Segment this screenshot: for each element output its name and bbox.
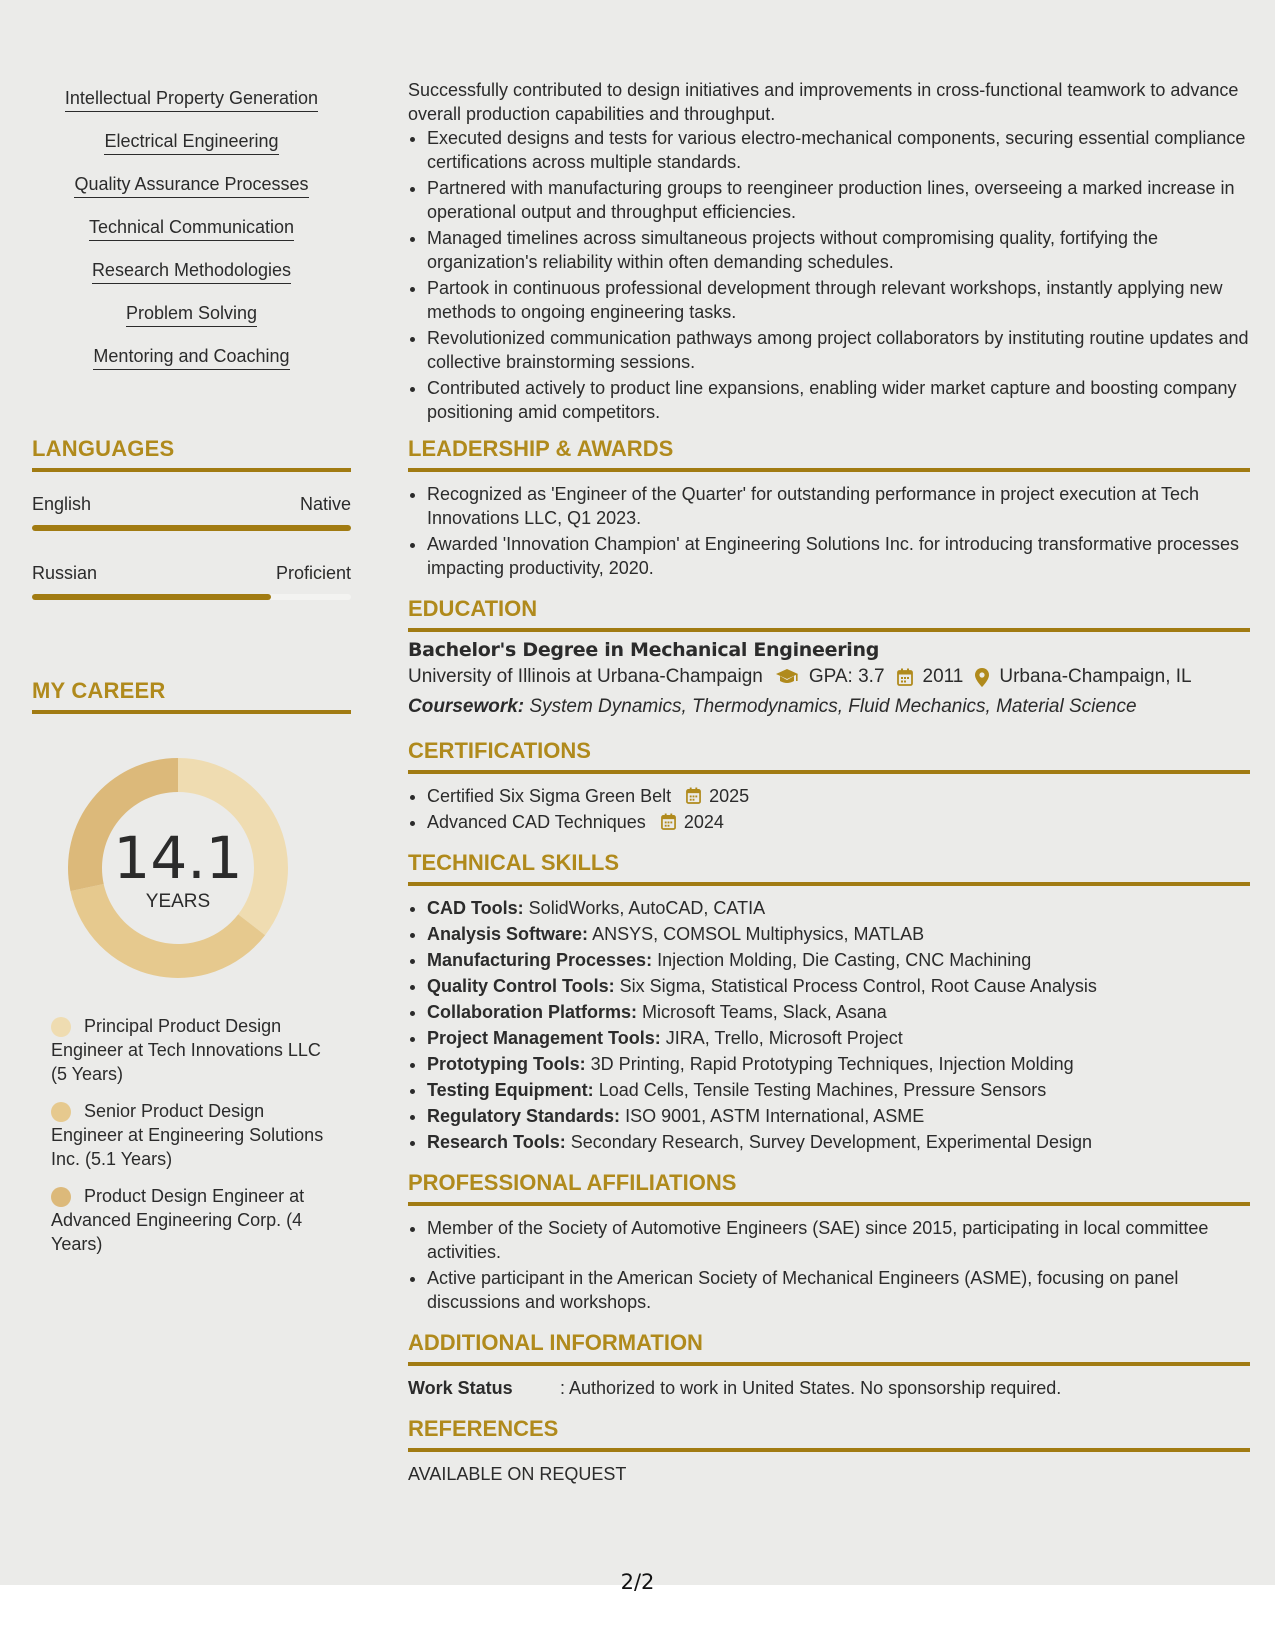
heading-rule [408,1448,1250,1452]
certifications-list [408,784,1250,834]
certification-year: 2024 [683,812,724,832]
technical-skills-list [408,896,1250,1154]
certification-name: Advanced CAD Techniques [427,812,646,832]
legend-swatch [51,1017,71,1037]
list-item: • Executed designs and tests for various electro-mechanical components, securing essential compliance certifications across multiple standards. [427,126,1250,174]
list-item [427,1052,1250,1076]
calendar-icon [661,813,676,830]
heading-rule [32,710,351,714]
references-text: AVAILABLE ON REQUEST [408,1464,627,1484]
skill-category: Research Tools: [427,1132,566,1152]
list-item [427,948,1250,972]
list-item: • Member of the Society of Automotive Engineers (SAE) since 2015, participating in local committee activities. [427,1216,1250,1264]
list-item: • Partook in continuous professional development through relevant workshops, instantly applying new methods to ongoing engineering tasks. [427,276,1250,324]
list-item [427,896,1250,920]
skill-item: Electrical Engineering [32,131,351,155]
skill-values: ANSYS, COMSOL Multiphysics, MATLAB [592,924,925,944]
affiliations-heading: PROFESSIONAL AFFILIATIONS [408,1170,737,1195]
skill-category: Collaboration Platforms: [427,1002,638,1022]
languages-heading: LANGUAGES [32,436,175,461]
certification-name: Certified Six Sigma Green Belt [427,786,672,806]
legend-swatch [51,1102,71,1122]
language-row [32,494,351,515]
work-status-label: Work Status [408,1378,513,1398]
list-item: • Partnered with manufacturing groups to reengineer production lines, overseeing a marked increase in operational output and throughput efficiencies. [427,176,1250,224]
language-level: Native [299,494,351,514]
list-item [427,1026,1250,1050]
languages-section [32,436,351,600]
language-bar-fill [32,594,271,600]
list-item [427,1104,1250,1128]
list-item [427,922,1250,946]
list-item: • Contributed actively to product line expansions, enabling wider market capture and boosting company positioning amid competitors. [427,376,1250,424]
skill-category: Project Management Tools: [427,1028,661,1048]
experience-bullets [408,126,1250,424]
language-bar [32,525,351,531]
skill-values: Microsoft Teams, Slack, Asana [642,1002,887,1022]
skill-category: Quality Control Tools: [427,976,615,996]
skill-values: ISO 9001, ASTM International, ASME [625,1106,925,1126]
skill-values: Secondary Research, Survey Development, Experimental Design [570,1132,1092,1152]
legend-swatch [51,1187,71,1207]
list-item: • Revolutionized communication pathways among project collaborators by instituting routine updates and collective brainstorming sessions. [427,326,1250,374]
heading-rule [408,882,1250,886]
list-item: • Active participant in the American Society of Mechanical Engineers (ASME), focusing on panel discussions and workshops. [427,1266,1250,1314]
list-item [427,1000,1250,1024]
skill-values: 3D Printing, Rapid Prototyping Techniques, Injection Molding [590,1054,1074,1074]
list-item: • Awarded 'Innovation Champion' at Engineering Solutions Inc. for introducing transformative processes impacting productivity, 2020. [427,532,1250,580]
coursework-label: Coursework: [408,696,525,717]
education-details [408,662,1250,692]
heading-rule [408,628,1250,632]
certification-year: 2025 [709,786,750,806]
career-legend-item [51,1099,331,1171]
skill-category: Testing Equipment: [427,1080,594,1100]
graduation-cap-icon [775,668,799,686]
school-location: Urbana-Champaign, IL [999,666,1192,687]
certifications-heading: CERTIFICATIONS [408,738,591,763]
skill-item: Problem Solving [32,303,351,327]
work-status-value: : Authorized to work in United States. No sponsorship required. [560,1378,1062,1398]
list-item [427,810,1250,834]
skill-category: Manufacturing Processes: [427,950,653,970]
skill-category: Prototyping Tools: [427,1054,586,1074]
language-name: English [32,494,92,514]
list-item [427,1078,1250,1102]
list-item: • Recognized as 'Engineer of the Quarter' for outstanding performance in project execution at Tech Innovations LLC, Q1 2023. [427,482,1250,530]
calendar-icon [897,668,913,686]
legend-label: Product Design Engineer at Advanced Engineering Corp. (4 Years) [51,1186,305,1254]
language-level: Proficient [275,563,351,583]
language-row [32,563,351,584]
skill-item: Research Methodologies [32,260,351,284]
gpa: GPA: 3.7 [808,666,885,687]
skills-list [32,88,351,389]
skill-values: Six Sigma, Statistical Process Control, Root Cause Analysis [619,976,1097,996]
list-item: • Managed timelines across simultaneous projects without compromising quality, fortifying the organization's reliability within often demanding schedules. [427,226,1250,274]
school-name: University of Illinois at Urbana-Champaign [408,666,763,687]
legend-label: Principal Product Design Engineer at Tech Innovations LLC (5 Years) [51,1016,321,1084]
experience-intro: Successfully contributed to design initiatives and improvements in cross-functional teamwork to advance overall production capabilities and throughput. [408,80,1239,124]
affiliations-list [408,1216,1250,1314]
skill-item: Intellectual Property Generation [32,88,351,112]
leadership-bullets [408,482,1250,580]
graduation-year: 2011 [922,666,964,687]
skill-values: JIRA, Trello, Microsoft Project [665,1028,903,1048]
references-heading: REFERENCES [408,1416,559,1441]
language-bar [32,594,351,600]
technical-skills-heading: TECHNICAL SKILLS [408,850,620,875]
coursework-list: System Dynamics, Thermodynamics, Fluid Mechanics, Material Science [529,696,1137,717]
heading-rule [408,1202,1250,1206]
list-item [427,974,1250,998]
career-heading: MY CAREER [32,678,166,703]
heading-rule [408,770,1250,774]
skill-category: Analysis Software: [427,924,589,944]
language-bar-fill [32,525,351,531]
calendar-icon [686,787,701,804]
career-donut-chart [64,754,292,982]
right-column [408,78,1250,1486]
career-total: 14.1 [113,824,243,892]
heading-rule [408,1362,1250,1366]
language-name: Russian [32,563,98,583]
list-item [427,1130,1250,1154]
career-legend [32,1014,331,1269]
skill-item: Mentoring and Coaching [32,346,351,370]
career-legend-item [51,1184,331,1256]
skill-item: Quality Assurance Processes [32,174,351,198]
heading-rule [32,468,351,472]
coursework [408,692,1250,722]
heading-rule [408,468,1250,472]
leadership-heading: LEADERSHIP & AWARDS [408,436,674,461]
list-item [427,784,1250,808]
career-section [32,678,351,714]
skill-item: Technical Communication [32,217,351,241]
skill-values: SolidWorks, AutoCAD, CATIA [528,898,766,918]
skill-values: Injection Molding, Die Casting, CNC Machining [657,950,1032,970]
page-number: 2/2 [620,1570,655,1594]
additional-info-heading: ADDITIONAL INFORMATION [408,1330,703,1355]
experience-section [408,78,1250,424]
work-status [408,1376,1250,1400]
degree-title: Bachelor's Degree in Mechanical Engineering [408,639,880,661]
map-pin-icon [975,668,989,687]
career-unit: YEARS [145,891,211,912]
career-legend-item [51,1014,331,1086]
education-heading: EDUCATION [408,596,538,621]
skill-category: CAD Tools: [427,898,524,918]
skill-category: Regulatory Standards: [427,1106,621,1126]
legend-label: Senior Product Design Engineer at Engineering Solutions Inc. (5.1 Years) [51,1101,324,1169]
skill-values: Load Cells, Tensile Testing Machines, Pressure Sensors [598,1080,1047,1100]
